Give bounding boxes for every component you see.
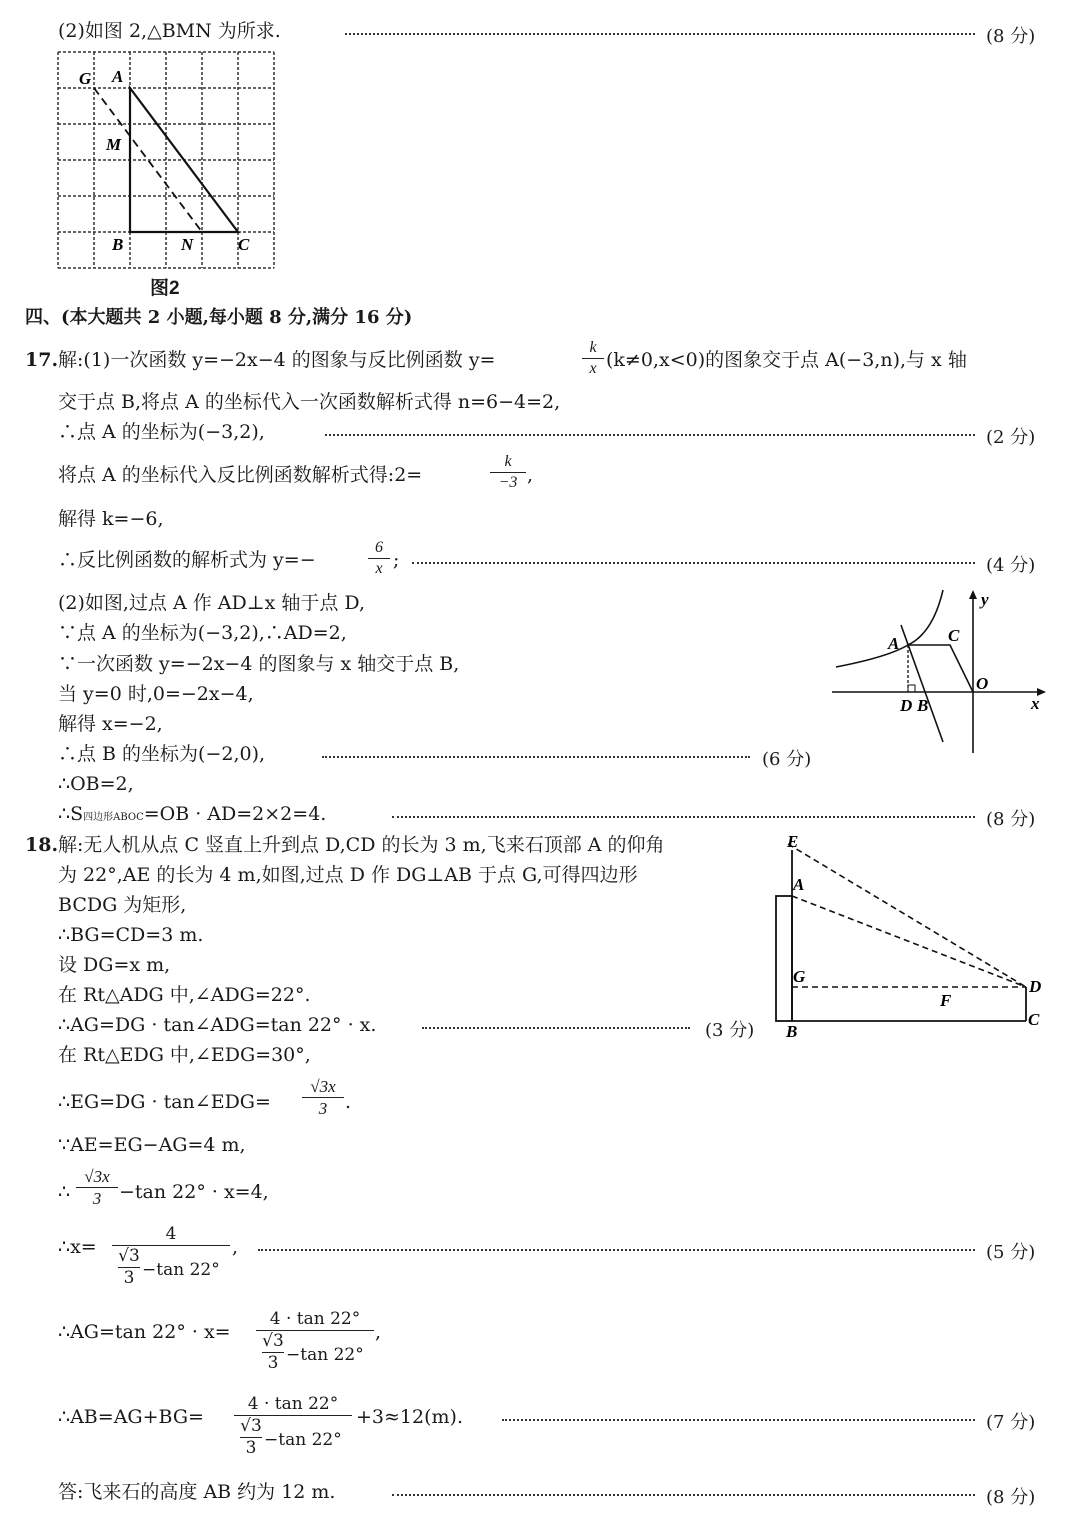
label-g: G bbox=[79, 69, 92, 88]
q17-line10: 当 y=0 时,0=−2x−4, bbox=[58, 683, 254, 705]
linear-function-line bbox=[901, 625, 943, 742]
q18-line10: ∵AE=EG−AG=4 m, bbox=[58, 1134, 246, 1156]
q18-frac-4-over-expr: 4 √3 3 −tan 22° bbox=[112, 1226, 230, 1294]
label-e: E bbox=[787, 832, 799, 851]
hyperbola-curve bbox=[836, 590, 943, 667]
q17-line4b: , bbox=[527, 464, 534, 486]
y-axis-arrow bbox=[969, 590, 977, 599]
q18-line12b: , bbox=[232, 1236, 239, 1258]
q17-line12: ∴点 B 的坐标为(−2,0), bbox=[58, 743, 266, 765]
q17-line11: 解得 x=−2, bbox=[58, 713, 163, 735]
label-b: B bbox=[112, 235, 124, 254]
q17-line1a: 解:(1)一次函数 y=−2x−4 的图象与反比例函数 y= bbox=[58, 349, 496, 371]
dotted-leader bbox=[412, 562, 975, 564]
q18-line3: BCDG 为矩形, bbox=[58, 894, 187, 916]
label-c: C bbox=[948, 626, 960, 645]
dotted-leader bbox=[502, 1419, 975, 1421]
q17-score-2: (2 分) bbox=[986, 427, 1036, 448]
dashed-ed bbox=[788, 844, 1026, 987]
q18-line14b: +3≈12(m). bbox=[356, 1406, 463, 1428]
q18-frac-sqrt3x-over-3-b: √3x 3 bbox=[76, 1168, 118, 1207]
q18-line15: 答:飞来石的高度 AB 约为 12 m. bbox=[58, 1481, 336, 1503]
q17-frac-6-over-x: 6 x bbox=[368, 540, 390, 577]
q17-frac-k-over-minus3: k −3 bbox=[490, 454, 526, 491]
q17-line6a: ∴反比例函数的解析式为 y=− bbox=[58, 549, 316, 571]
dotted-leader bbox=[325, 434, 975, 436]
right-angle-mark bbox=[908, 685, 915, 692]
triangle-abc bbox=[130, 88, 238, 232]
q18-score-5: (5 分) bbox=[986, 1242, 1036, 1263]
q18-score-8: (8 分) bbox=[986, 1487, 1036, 1508]
q18-line13a: ∴AG=tan 22° · x= bbox=[58, 1321, 231, 1343]
q18-line9b: . bbox=[345, 1091, 352, 1113]
q17-line2: 交于点 B,将点 A 的坐标代入一次函数解析式得 n=6−4=2, bbox=[58, 391, 561, 413]
q17-score-8: (8 分) bbox=[986, 809, 1036, 830]
label-b: B bbox=[786, 1022, 798, 1041]
q17-score-6: (6 分) bbox=[762, 749, 812, 770]
q18-frac-ab: 4 · tan 22° √3 3 −tan 22° bbox=[234, 1396, 352, 1464]
dotted-leader bbox=[392, 816, 975, 818]
q18-score-3: (3 分) bbox=[705, 1020, 755, 1041]
q18-line13b: , bbox=[375, 1321, 382, 1343]
label-c: C bbox=[1028, 1010, 1040, 1029]
label-m: M bbox=[106, 135, 122, 154]
q18-rock-figure bbox=[768, 830, 1050, 1045]
label-x: x bbox=[1031, 694, 1040, 713]
label-d: D bbox=[900, 696, 913, 715]
q18-line9a: ∴EG=DG · tan∠EDG= bbox=[58, 1091, 271, 1113]
q17-coordinate-figure bbox=[828, 585, 1050, 760]
label-a: A bbox=[793, 875, 805, 894]
label-y: y bbox=[981, 590, 989, 609]
label-b: B bbox=[917, 696, 929, 715]
q17-number: 17. bbox=[25, 349, 59, 371]
q17-line6b: ; bbox=[393, 549, 400, 571]
rock-outline bbox=[776, 896, 792, 1021]
q18-line7: ∴AG=DG · tan∠ADG=tan 22° · x. bbox=[58, 1014, 377, 1036]
q18-score-7: (7 分) bbox=[986, 1412, 1036, 1433]
q18-line14a: ∴AB=AG+BG= bbox=[58, 1406, 204, 1428]
label-o: O bbox=[976, 674, 989, 693]
label-c: C bbox=[238, 235, 250, 254]
q17-line14: ∴S四边形ABOC=OB · AD=2×2=4. bbox=[58, 803, 327, 825]
dotted-leader bbox=[392, 1494, 975, 1496]
q18-line6: 在 Rt△ADG 中,∠ADG=22°. bbox=[58, 984, 311, 1006]
q17-line4a: 将点 A 的坐标代入反比例函数解析式得:2= bbox=[58, 464, 423, 486]
q18-line5: 设 DG=x m, bbox=[58, 954, 171, 976]
q17-line5: 解得 k=−6, bbox=[58, 508, 164, 530]
q18-line11b: −tan 22° · x=4, bbox=[119, 1181, 269, 1203]
q16-part2-text: (2)如图 2,△BMN 为所求. bbox=[58, 20, 281, 42]
dotted-leader bbox=[258, 1249, 975, 1251]
q17-frac-k-over-x: k x bbox=[582, 340, 604, 377]
segment-ac-co bbox=[908, 645, 973, 692]
q17-line8: ∵点 A 的坐标为(−3,2),∴AD=2, bbox=[58, 622, 347, 644]
q16-score-8: (8 分) bbox=[986, 26, 1036, 47]
dotted-leader bbox=[322, 756, 750, 758]
section-4-heading: 四、(本大题共 2 小题,每小题 8 分,满分 16 分) bbox=[25, 307, 413, 328]
label-a: A bbox=[112, 67, 124, 86]
figure-2-grid bbox=[54, 48, 278, 272]
dashed-ad bbox=[792, 896, 1026, 987]
q17-line13: ∴OB=2, bbox=[58, 773, 134, 795]
q18-line8: 在 Rt△EDG 中,∠EDG=30°, bbox=[58, 1044, 311, 1066]
label-d: D bbox=[1029, 977, 1042, 996]
figure-2-caption: 图2 bbox=[150, 278, 180, 299]
q18-line12a: ∴x= bbox=[58, 1236, 97, 1258]
q17-line1b: (k≠0,x<0)的图象交于点 A(−3,n),与 x 轴 bbox=[606, 349, 967, 371]
q18-line11a: ∴ bbox=[58, 1181, 71, 1203]
label-a: A bbox=[888, 634, 900, 653]
q18-line1: 解:无人机从点 C 竖直上升到点 D,CD 的长为 3 m,飞来石顶部 A 的仰角 bbox=[58, 834, 665, 856]
q17-line9: ∵一次函数 y=−2x−4 的图象与 x 轴交于点 B, bbox=[58, 653, 460, 675]
q17-score-4: (4 分) bbox=[986, 555, 1036, 576]
q18-line4: ∴BG=CD=3 m. bbox=[58, 924, 204, 946]
q17-line7: (2)如图,过点 A 作 AD⊥x 轴于点 D, bbox=[58, 592, 366, 614]
dotted-leader bbox=[422, 1027, 690, 1029]
q18-number: 18. bbox=[25, 834, 59, 856]
q18-frac-sqrt3x-over-3: √3x 3 bbox=[302, 1078, 344, 1117]
q18-line2: 为 22°,AE 的长为 4 m,如图,过点 D 作 DG⊥AB 于点 G,可得四边形 bbox=[58, 864, 638, 886]
label-n: N bbox=[181, 235, 194, 254]
dotted-leader bbox=[345, 33, 975, 35]
q18-frac-ag: 4 · tan 22° √3 3 −tan 22° bbox=[256, 1311, 374, 1379]
label-f: F bbox=[940, 991, 952, 1010]
label-g: G bbox=[793, 967, 806, 986]
q17-line3: ∴点 A 的坐标为(−3,2), bbox=[58, 421, 265, 443]
